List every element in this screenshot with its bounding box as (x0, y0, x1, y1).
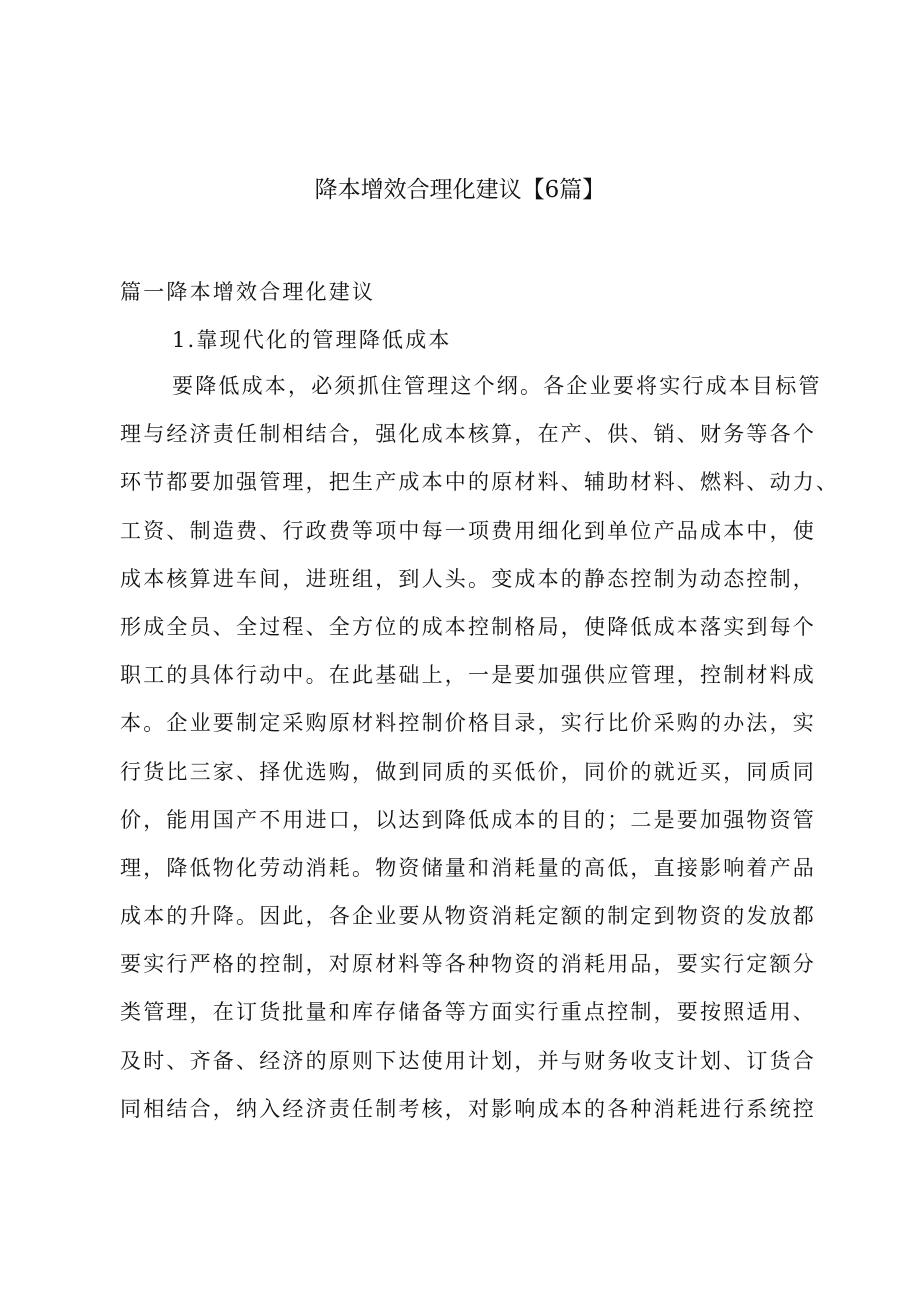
paragraph-line: 要降低成本，必须抓住管理这个纲。各企业要将实行成本目标管 (172, 374, 822, 398)
paragraph-line: 职工的具体行动中。在此基础上，一是要加强供应管理，控制材料成 (120, 663, 816, 688)
paragraph-line: 本。企业要制定采购原材料控制价格目录，实行比价采购的办法，实 (120, 711, 816, 736)
body-paragraph (120, 362, 880, 1133)
sub-heading: 1.靠现代化的管理降低成本 (172, 328, 452, 352)
paragraph-line: 及时、齐备、经济的原则下达使用计划，并与财务收支计划、订货合 (120, 1048, 816, 1073)
section-heading: 篇一降本增效合理化建议 (120, 280, 376, 304)
paragraph-line: 同相结合，纳入经济责任制考核，对影响成本的各种消耗进行系统控 (120, 1096, 816, 1121)
paragraph-line: 理，降低物化劳动消耗。物资储量和消耗量的高低，直接影响着产品 (120, 855, 816, 880)
paragraph-line: 成本的升降。因此，各企业要从物资消耗定额的制定到物资的发放都 (120, 904, 816, 929)
paragraph-line: 形成全员、全过程、全方位的成本控制格局，使降低成本落实到每个 (120, 614, 816, 639)
paragraph-line: 行货比三家、择优选购，做到同质的买低价，同价的就近买，同质同 (120, 759, 816, 784)
document-title: 降本增效合理化建议【6篇】 (314, 177, 606, 203)
paragraph-line: 类管理，在订货批量和库存储备等方面实行重点控制，要按照适用、 (120, 1000, 816, 1025)
paragraph-line: 工资、制造费、行政费等项中每一项费用细化到单位产品成本中，使 (120, 518, 816, 543)
paragraph-line: 环节都要加强管理，把生产成本中的原材料、辅助材料、燃料、动力、 (120, 470, 840, 495)
paragraph-line: 成本核算进车间，进班组，到人头。变成本的静态控制为动态控制， (120, 566, 816, 591)
paragraph-line: 价，能用国产不用进口，以达到降低成本的目的；二是要加强物资管 (120, 807, 816, 832)
paragraph-line: 要实行严格的控制，对原材料等各种物资的消耗用品，要实行定额分 (120, 952, 816, 977)
paragraph-line: 理与经济责任制相结合，强化成本核算，在产、供、销、财务等各个 (120, 422, 816, 447)
